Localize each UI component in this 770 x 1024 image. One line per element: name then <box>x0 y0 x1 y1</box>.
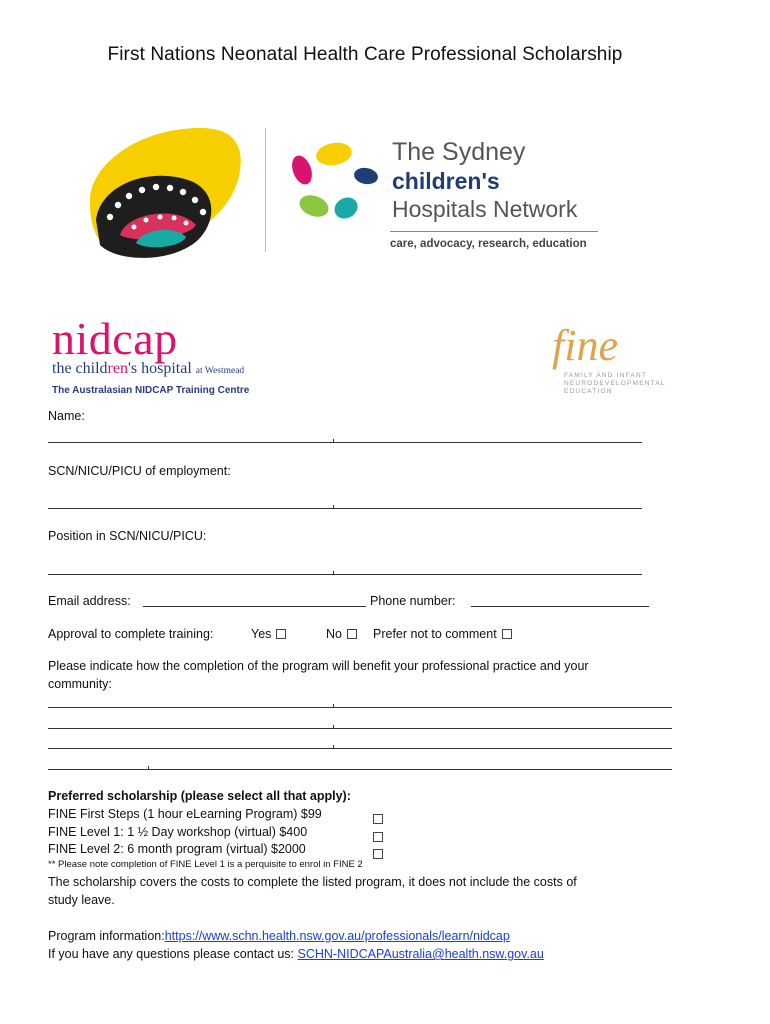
program-info-label: Program information: <box>48 929 165 943</box>
position-label: Position in SCN/NICU/PICU: <box>48 529 207 543</box>
approval-yes-option[interactable]: Yes <box>251 627 286 641</box>
scholarship-option-1: FINE First Steps (1 hour eLearning Program) $99 <box>48 807 322 821</box>
schn-line3: Hospitals Network <box>392 196 578 222</box>
phone-label: Phone number: <box>370 594 456 608</box>
benefit-line-4[interactable] <box>48 769 672 770</box>
nidcap-hospital-name: the children's hospital at Westmead <box>52 360 245 377</box>
email-input-line[interactable] <box>143 606 366 607</box>
coverage-line2: study leave. <box>48 893 115 907</box>
scholarship-option-3-checkbox[interactable] <box>373 845 383 863</box>
fine-wordmark: fine <box>552 321 618 370</box>
scholarship-option-1-checkbox[interactable] <box>373 810 383 828</box>
contact-info <box>48 947 544 961</box>
contact-label: If you have any questions please contact us: <box>48 947 294 961</box>
scholarship-note: ** Please note completion of FINE Level 1 is a perquisite to enrol in FINE 2 <box>48 859 363 870</box>
approval-no-checkbox[interactable] <box>347 629 357 639</box>
scholarship-option-2-checkbox[interactable] <box>373 828 383 846</box>
aboriginal-artwork-logo <box>78 125 248 260</box>
benefit-line-3[interactable] <box>48 748 672 749</box>
approval-label: Approval to complete training: <box>48 627 214 641</box>
benefit-line-1[interactable] <box>48 707 672 708</box>
logo-divider <box>265 128 266 252</box>
schn-rule <box>390 231 598 232</box>
schn-logo-mark <box>288 140 388 230</box>
scholarship-heading: Preferred scholarship (please select all that apply): <box>48 789 351 803</box>
program-info-link[interactable]: https://www.schn.health.nsw.gov.au/professionals/learn/nidcap <box>164 929 510 943</box>
approval-prefer-option[interactable]: Prefer not to comment <box>373 627 512 641</box>
employment-input-line[interactable] <box>48 508 642 509</box>
coverage-line1: The scholarship covers the costs to complete the listed program, it does not include the costs of <box>48 875 577 889</box>
schn-line2: children's <box>392 168 500 194</box>
fine-tagline: FAMILY AND INFANT NEURODEVELOPMENTAL EDUCATION <box>564 372 666 395</box>
name-label: Name: <box>48 409 85 423</box>
benefit-line-2[interactable] <box>48 728 672 729</box>
benefit-prompt-line1: Please indicate how the completion of the program will benefit your professional practice and your <box>48 659 589 673</box>
position-input-line[interactable] <box>48 574 642 575</box>
name-input-line[interactable] <box>48 442 642 443</box>
nidcap-training-centre: The Australasian NIDCAP Training Centre <box>52 385 250 396</box>
contact-email-link[interactable]: SCHN-NIDCAPAustralia@health.nsw.gov.au <box>297 947 544 961</box>
form-title: First Nations Neonatal Health Care Professional Scholarship <box>107 44 623 65</box>
approval-yes-checkbox[interactable] <box>276 629 286 639</box>
scholarship-option-2: FINE Level 1: 1 ½ Day workshop (virtual) $400 <box>48 825 308 839</box>
schn-line1: The Sydney <box>392 138 526 166</box>
nidcap-wordmark: nidcap <box>52 313 178 364</box>
approval-prefer-checkbox[interactable] <box>502 629 512 639</box>
phone-input-line[interactable] <box>471 606 649 607</box>
approval-no-option[interactable]: No <box>326 627 357 641</box>
employment-label: SCN/NICU/PICU of employment: <box>48 464 231 478</box>
benefit-prompt-line2: community: <box>48 677 112 691</box>
schn-tagline: care, advocacy, research, education <box>390 238 587 250</box>
program-info <box>48 929 510 943</box>
email-label: Email address: <box>48 594 131 608</box>
scholarship-option-3: FINE Level 2: 6 month program (virtual) $2000 <box>48 842 306 856</box>
